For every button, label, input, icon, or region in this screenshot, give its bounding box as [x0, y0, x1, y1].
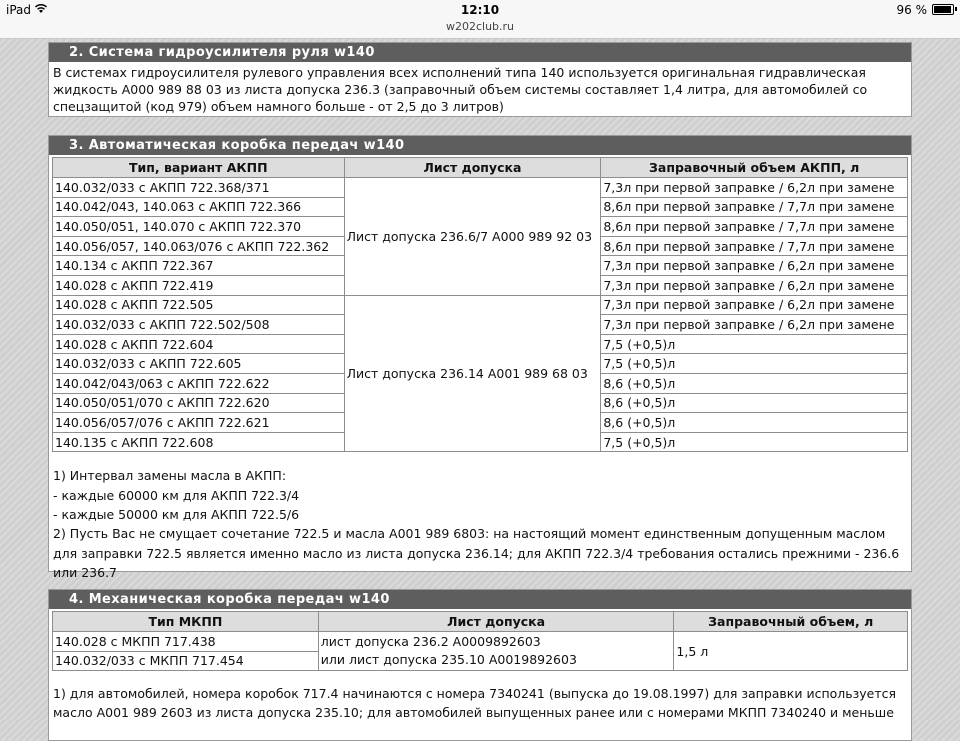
manual-transmission-table	[52, 611, 908, 671]
battery-percent: 96 %	[896, 3, 927, 17]
note-line: - каждые 60000 км для АКПП 722.3/4	[53, 487, 300, 503]
variant-cell: 140.032/033 с АКПП 722.368/371	[53, 178, 345, 198]
type-cell: 140.028 с МКПП 717.438	[53, 632, 319, 652]
variant-cell: 140.028 с АКПП 722.604	[53, 334, 345, 354]
variant-cell: 140.135 с АКПП 722.608	[53, 432, 345, 452]
volume-cell: 7,5 (+0,5)л	[601, 354, 908, 374]
approval-cell: Лист допуска 236.6/7 А000 989 92 03	[344, 178, 601, 296]
automatic-transmission-table	[52, 157, 908, 452]
address-url[interactable]: w202club.ru	[445, 20, 515, 33]
table-row	[53, 178, 908, 198]
section-4-notes: 1) для автомобилей, номера коробок 717.4 начинаются с номера 7340241 (выпуска до 19.08.1997) для заправки используется масло А001 989 2603 из листа допуска 235.10; для автомобилей выпущенных ранее или с номерами МКПП 7340240 и меньше	[53, 686, 897, 721]
section-manual-transmission	[48, 589, 912, 741]
note-line: - каждые 50000 км для АКПП 722.5/6	[53, 506, 300, 522]
note-line: 2) Пусть Вас не смущает сочетание 722.5 и масла А001 989 6803: на настоящий момент единственным допущенным маслом для заправки 722.5 является именно масло из листа допуска 236.14; для АКПП 722.3/4 требования остались прежними - 236.6 или 236.7	[53, 526, 900, 580]
section-3-title: 3. Автоматическая коробка передач w140	[49, 136, 911, 155]
volume-cell: 8,6 (+0,5)л	[601, 373, 908, 393]
variant-cell: 140.032/033 с АКПП 722.502/508	[53, 315, 345, 335]
volume-cell: 7,5 (+0,5)л	[601, 432, 908, 452]
approval-cell: Лист допуска 236.14 А001 989 68 03	[344, 295, 601, 452]
section-3-notes	[49, 452, 911, 582]
variant-cell: 140.042/043, 140.063 с АКПП 722.366	[53, 197, 345, 217]
col-header-variant: Тип, вариант АКПП	[53, 158, 345, 178]
volume-cell: 8,6л при первой заправке / 7,7л при замене	[601, 197, 908, 217]
approval-line: лист допуска 236.2 А0009892603	[320, 634, 541, 650]
volume-cell: 8,6 (+0,5)л	[601, 413, 908, 433]
note-line: 1) Интервал замены масла в АКПП:	[53, 468, 287, 484]
section-4-title: 4. Механическая коробка передач w140	[49, 590, 911, 609]
variant-cell: 140.028 с АКПП 722.419	[53, 275, 345, 295]
battery-tip	[955, 7, 957, 11]
col-header-volume: Заправочный объем, л	[674, 612, 908, 632]
type-cell: 140.032/033 с МКПП 717.454	[53, 651, 319, 671]
device-label: iPad	[6, 3, 32, 17]
volume-cell: 1,5 л	[674, 632, 908, 671]
table-header-row	[53, 158, 908, 178]
volume-cell: 8,6 (+0,5)л	[601, 393, 908, 413]
battery-icon	[932, 4, 954, 15]
volume-cell: 7,3л при первой заправке / 6,2л при замене	[601, 275, 908, 295]
col-header-approval: Лист допуска	[344, 158, 601, 178]
section-power-steering	[48, 42, 912, 117]
clock: 12:10	[460, 3, 500, 17]
battery-level-fill	[934, 6, 951, 13]
volume-cell: 7,5 (+0,5)л	[601, 334, 908, 354]
approval-cell	[318, 632, 674, 671]
table-row	[53, 295, 908, 315]
variant-cell: 140.134 с АКПП 722.367	[53, 256, 345, 276]
section-2-text: В системах гидроусилителя рулевого управления всех исполнений типа 140 используется оригинальная гидравлическая жидкость А000 989 88 03 из листа допуска 236.3 (заправочный объем системы составляет 1,4 литра, для автомобилей со спецзащитой (код 979) объем намного больше - от 2,5 до 3 литров)	[53, 65, 868, 114]
table-row	[53, 632, 908, 652]
volume-cell: 7,3л при первой заправке / 6,2л при замене	[601, 295, 908, 315]
section-2-title: 2. Система гидроусилителя руля w140	[49, 43, 911, 62]
table-header-row	[53, 612, 908, 632]
section-automatic-transmission	[48, 135, 912, 580]
approval-line: или лист допуска 235.10 А0019892603	[320, 652, 577, 668]
col-header-type: Тип МКПП	[53, 612, 319, 632]
variant-cell: 140.056/057, 140.063/076 с АКПП 722.362	[53, 236, 345, 256]
variant-cell: 140.050/051/070 с АКПП 722.620	[53, 393, 345, 413]
volume-cell: 7,3л при первой заправке / 6,2л при замене	[601, 315, 908, 335]
col-header-volume: Заправочный объем АКПП, л	[601, 158, 908, 178]
variant-cell: 140.032/033 с АКПП 722.605	[53, 354, 345, 374]
col-header-approval: Лист допуска	[318, 612, 674, 632]
status-bar	[0, 0, 960, 39]
volume-cell: 7,3л при первой заправке / 6,2л при замене	[601, 178, 908, 198]
variant-cell: 140.028 с АКПП 722.505	[53, 295, 345, 315]
volume-cell: 8,6л при первой заправке / 7,7л при замене	[601, 236, 908, 256]
volume-cell: 8,6л при первой заправке / 7,7л при замене	[601, 217, 908, 237]
variant-cell: 140.056/057/076 с АКПП 722.621	[53, 413, 345, 433]
variant-cell: 140.042/043/063 с АКПП 722.622	[53, 373, 345, 393]
variant-cell: 140.050/051, 140.070 с АКПП 722.370	[53, 217, 345, 237]
volume-cell: 7,3л при первой заправке / 6,2л при замене	[601, 256, 908, 276]
